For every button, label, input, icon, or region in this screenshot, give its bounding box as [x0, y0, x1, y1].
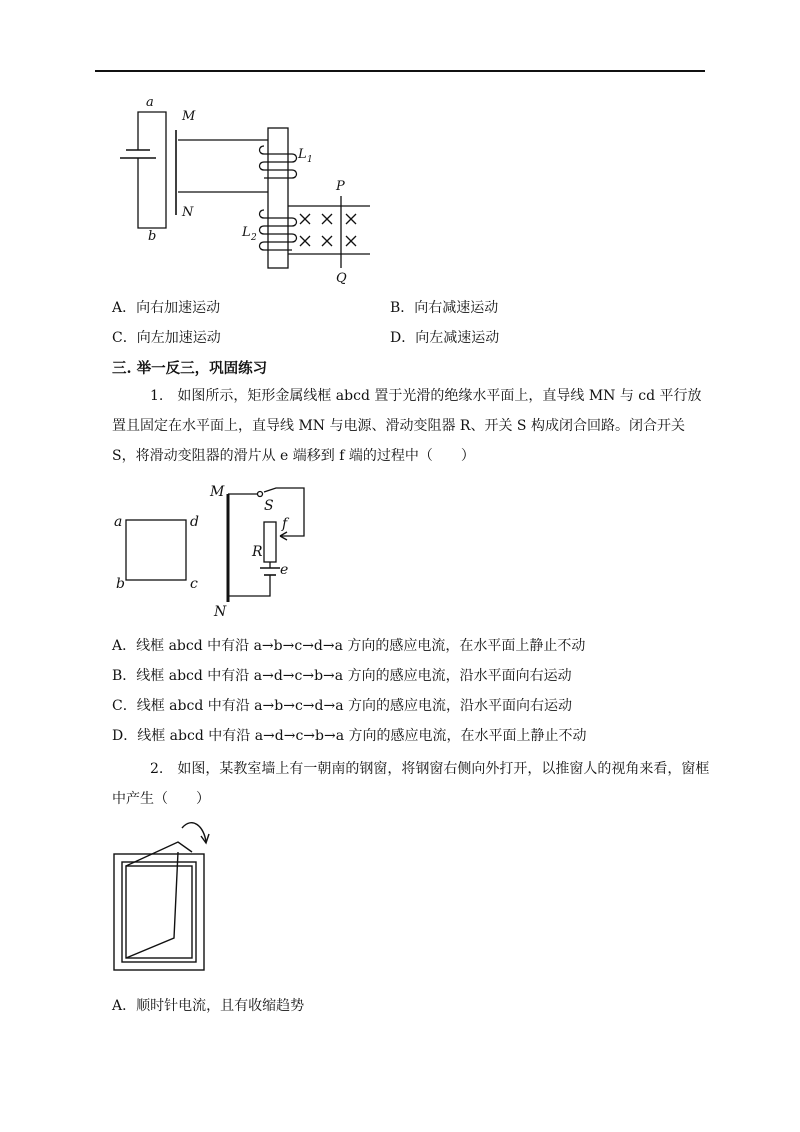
section-heading: 三. 举一反三，巩固练习 [112, 360, 268, 377]
q1-label-R: R [252, 544, 263, 560]
q1-option-b: B．线框 abcd 中有沿 a→d→c→b→a 方向的感应电流，沿水平面向右运动 [112, 668, 572, 684]
figure-solenoid-circuit [110, 90, 400, 290]
prev-option-c: C．向左加速运动 [112, 330, 221, 346]
label-M: M [182, 109, 196, 124]
label-P: P [336, 179, 345, 194]
q1-label-c: c [190, 576, 198, 592]
q1-label-M: M [210, 484, 225, 500]
q1-option-a: A．线框 abcd 中有沿 a→b→c→d→a 方向的感应电流，在水平面上静止不动 [112, 638, 586, 654]
q2-stem: 2. 如图，某教室墙上有一朝南的钢窗，将钢窗右侧向外打开，以推窗人的视角来看，窗框中产生（ ） [112, 761, 710, 807]
q2-option-a: A．顺时针电流，且有收缩趋势 [112, 998, 305, 1014]
q1-label-e: e [280, 562, 289, 578]
label-L1: L [298, 147, 307, 162]
prev-option-d: D．向左减速运动 [390, 330, 500, 346]
q1-label-b: b [116, 576, 125, 592]
q1-label-S: S [264, 498, 274, 514]
label-a: a [146, 95, 154, 110]
label-N: N [182, 205, 194, 220]
q1-stem: 1. 如图所示，矩形金属线框 abcd 置于光滑的绝缘水平面上，直导线 MN 与 cd 平行放置且固定在水平面上，直导线 MN 与电源、滑动变阻器 R、开关 S 构成闭合回路。闭合开关 S，将滑动变阻器的滑片从 e 端移到 f 端的过程中（ ） [112, 388, 702, 464]
label-L2-sub: 2 [251, 233, 257, 243]
q1-option-c: C．线框 abcd 中有沿 a→b→c→d→a 方向的感应电流，沿水平面向右运动 [112, 698, 573, 714]
label-L1-sub: 1 [307, 155, 313, 165]
label-L2: L [242, 225, 251, 240]
q1-label-f: f [282, 516, 288, 532]
prev-option-b: B．向右减速运动 [390, 300, 499, 316]
figure-loop-wire [110, 478, 330, 624]
q1-label-d: d [190, 514, 199, 530]
header-rule [95, 70, 705, 72]
label-b: b [148, 229, 157, 244]
q1-label-a: a [114, 514, 123, 530]
prev-option-a: A．向右加速运动 [112, 300, 221, 316]
q1-label-N: N [214, 604, 227, 620]
label-Q: Q [336, 271, 347, 286]
q1-option-d: D．线框 abcd 中有沿 a→d→c→b→a 方向的感应电流，在水平面上静止不动 [112, 728, 587, 744]
figure-window-frame [112, 812, 222, 974]
